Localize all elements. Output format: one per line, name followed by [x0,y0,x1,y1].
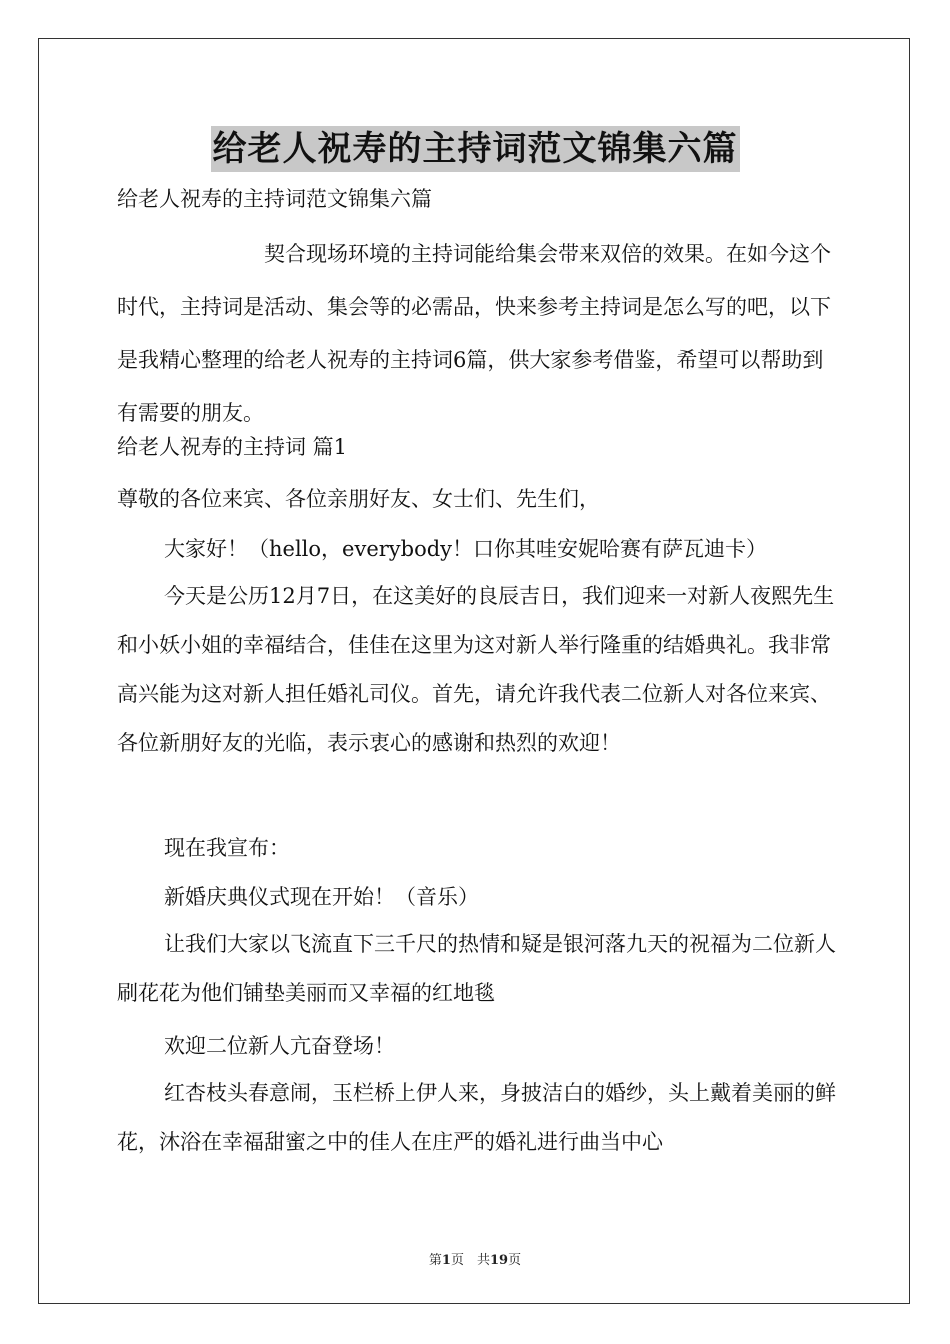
bride-paragraph: 红杏枝头春意闹，玉栏桥上伊人来，身披洁白的婚纱，头上戴着美丽的鲜花，沐浴在幸福甜蜜之中的佳人在庄严的婚礼进行曲当中心 [117,1081,836,1154]
title-container [0,126,950,172]
footer-mid: 页 共 [450,1253,490,1268]
document-subtitle: 给老人祝寿的主持词范文锦集六篇 [117,187,432,211]
footer-prefix: 第 [428,1253,442,1268]
footer-total-pages: 19 [489,1253,509,1268]
footer-current-page: 1 [441,1253,451,1268]
section-heading: 给老人祝寿的主持词 篇1 [117,435,348,459]
announce-line: 现在我宣布： [164,836,290,860]
greeting-line: 尊敬的各位来宾、各位亲朋好友、女士们、先生们， [117,487,600,511]
today-paragraph: 今天是公历12月7日，在这美好的良辰吉日，我们迎来一对新人夜熙先生和小妖小姐的幸福结合，佳佳在这里为这对新人举行隆重的结婚典礼。我非常高兴能为这对新人担任婚礼司仪。首先，请允许我代表二位新人对各位来宾、各位新朋好友的光临，表示衷心的感谢和热烈的欢迎！ [117,584,835,755]
document-title: 给老人祝寿的主持词范文锦集六篇 [211,126,740,172]
page-footer [0,1249,950,1268]
ceremony-start-line: 新婚庆典仪式现在开始！（音乐） [164,885,479,909]
hello-line: 大家好！（hello，everybody！口你其哇安妮哈赛有萨瓦迪卡） [164,537,768,561]
footer-suffix: 页 [508,1253,522,1268]
intro-paragraph: 契合现场环境的主持词能给集会带来双倍的效果。在如今这个时代，主持词是活动、集会等的必需品，快来参考主持词是怎么写的吧，以下是我精心整理的给老人祝寿的主持词6篇，供大家参考借鉴，希望可以帮助到有需要的朋友。 [117,242,831,425]
blessing-paragraph: 让我们大家以飞流直下三千尺的热情和疑是银河落九天的祝福为二位新人刷花花为他们铺垫美丽而又幸福的红地毯 [117,932,836,1005]
welcome-line: 欢迎二位新人亢奋登场！ [164,1034,395,1058]
